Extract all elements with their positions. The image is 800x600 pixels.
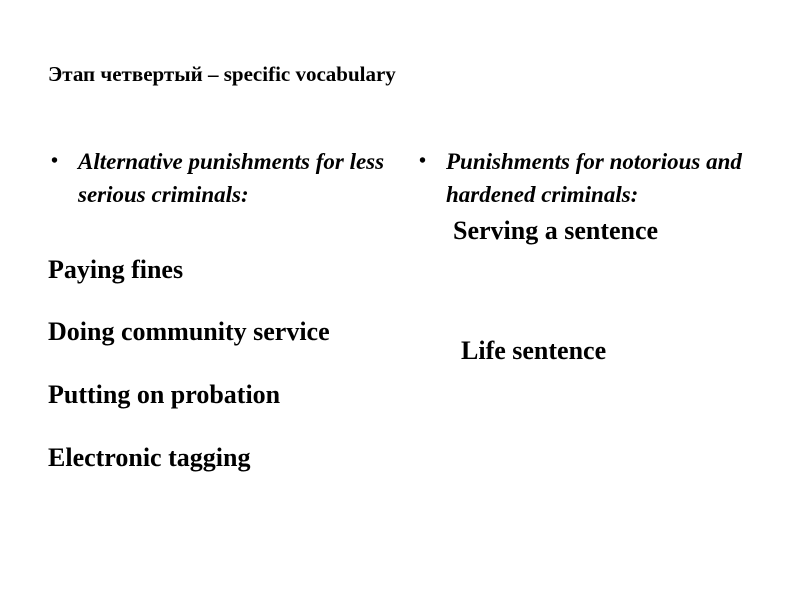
left-term: Doing community service [48,317,330,346]
left-term: Putting on probation [48,380,281,409]
left-term: Electronic tagging [48,443,251,472]
left-term: Paying fines [48,255,184,284]
bullet-marker: • [419,150,427,172]
left-bullet-heading [51,145,408,211]
left-heading-text: Alternative punishments for less serious criminals: [78,149,385,207]
bullet-marker: • [51,150,59,172]
right-bullet-heading [419,145,766,211]
right-term: Serving a sentence [453,216,659,245]
slide-title: Этап четвертый – specific vocabulary [48,62,396,86]
right-term: Life sentence [461,336,607,365]
right-heading-text: Punishments for notorious and hardened criminals: [446,149,742,207]
